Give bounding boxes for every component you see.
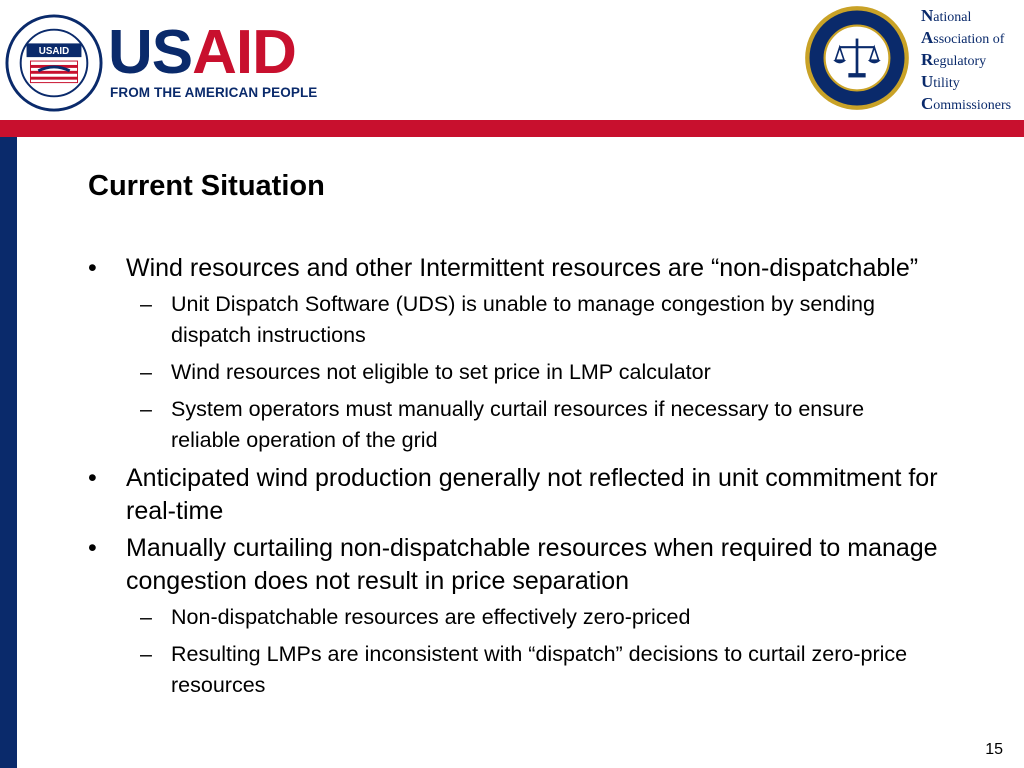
dash-glyph: – — [140, 605, 152, 629]
bullet-glyph: • — [88, 534, 97, 562]
dash-glyph: – — [140, 642, 152, 666]
dash-glyph: – — [140, 292, 152, 316]
usaid-logo-aid: AID — [192, 18, 296, 87]
sub-bullet-1-2 — [88, 357, 938, 388]
sub-bullet-3-1 — [88, 602, 938, 633]
bullet-glyph: • — [88, 254, 97, 282]
dash-glyph: – — [140, 360, 152, 384]
usaid-tagline: FROM THE AMERICAN PEOPLE — [110, 85, 318, 100]
sub-bullet-1-1 — [88, 289, 938, 351]
sub-bullet-3-2 — [88, 639, 938, 701]
naruc-line-3: Regulatory — [921, 50, 987, 69]
bullet-text: Wind resources and other Intermittent resources are “non-dispatchable” — [126, 254, 919, 282]
sub-bullet-text: Wind resources not eligible to set price in LMP calculator — [171, 360, 711, 384]
usaid-logo-us: US — [108, 18, 193, 87]
sub-bullet-text: Resulting LMPs are inconsistent with “dispatch” decisions to curtail zero-price resources — [171, 642, 908, 697]
left-blue-bar — [0, 137, 17, 768]
bullet-text: Manually curtailing non-dispatchable resources when required to manage congestion does not result in price separation — [126, 534, 938, 595]
sub-bullet-text: Unit Dispatch Software (UDS) is unable to manage congestion by sending dispatch instructions — [171, 292, 875, 347]
bullet-1 — [88, 252, 938, 285]
slide-body — [88, 252, 938, 707]
header-red-bar — [0, 120, 1024, 137]
dash-glyph: – — [140, 397, 152, 421]
naruc-line-4: Utility — [921, 72, 960, 91]
sub-bullet-text: System operators must manually curtail resources if necessary to ensure reliable operation of the grid — [171, 397, 865, 452]
bullet-2 — [88, 462, 938, 528]
usaid-logo — [108, 18, 296, 87]
svg-text:USAID: USAID — [38, 46, 70, 58]
page-number: 15 — [985, 741, 1003, 758]
naruc-line-2: Association of — [921, 28, 1005, 47]
sub-bullet-text: Non-dispatchable resources are effectively zero-priced — [171, 605, 691, 629]
naruc-line-1: National — [921, 6, 972, 25]
sub-bullet-1-3 — [88, 394, 938, 456]
usaid-seal-icon — [5, 14, 103, 112]
bullet-glyph: • — [88, 464, 97, 492]
naruc-seal-icon — [803, 4, 911, 112]
bullet-3 — [88, 532, 938, 598]
slide-header — [0, 0, 1024, 120]
naruc-line-5: Commissioners — [921, 94, 1012, 113]
slide-title: Current Situation — [88, 170, 325, 202]
bullet-text: Anticipated wind production generally not reflected in unit commitment for real-time — [126, 464, 938, 525]
naruc-name — [921, 6, 1011, 116]
